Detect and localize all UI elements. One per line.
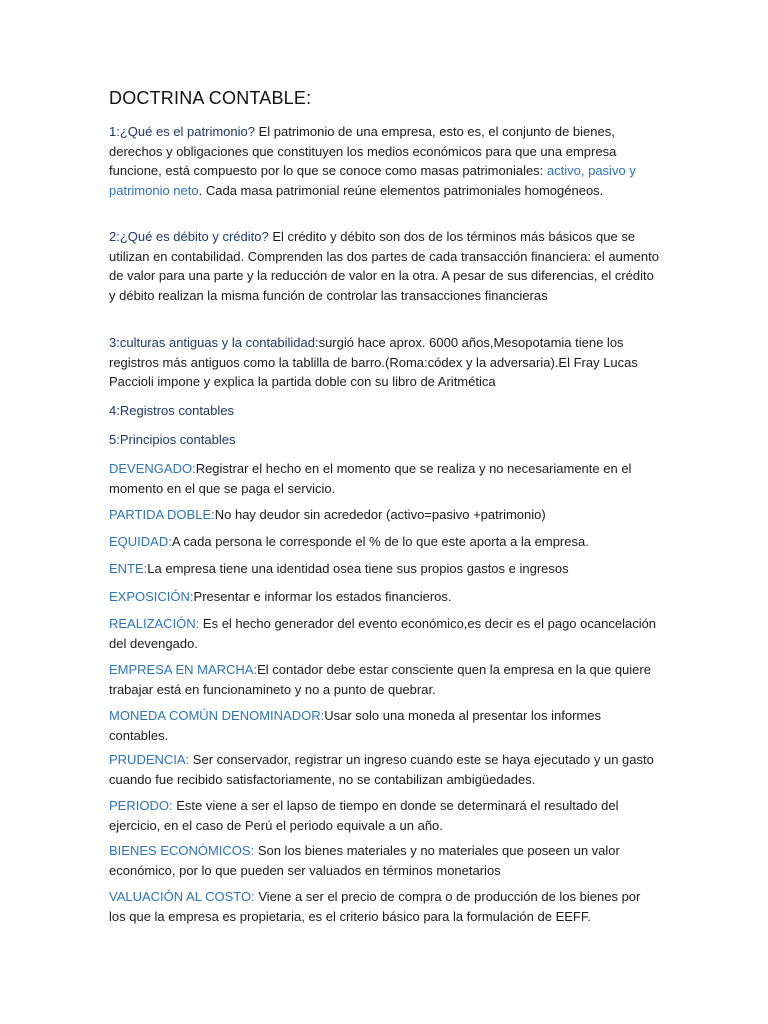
principle-text: Ser conservador, registrar un ingreso cuando este se haya ejecutado y un gasto cuando fue recibido satisfactoriamente, no se contabilizan ambigüedades. xyxy=(109,752,654,787)
principle-term: MONEDA COMÚN DENOMINADOR: xyxy=(109,708,325,723)
question-text: . Cada masa patrimonial reúne elementos patrimoniales homogéneos. xyxy=(198,182,604,198)
question-registros xyxy=(109,401,659,421)
principle-text: Viene a ser el precio de compra o de producción de los bienes por los que la empresa es propietaria, es el criterio básico para la formulación de EEFF. xyxy=(109,889,641,924)
question-label: 4:Registros contables xyxy=(109,403,235,418)
question-text: El crédito y débito son dos de los términos más básicos que se utilizan en contabilidad. Comprenden las dos partes de cada transacción financiera: el aumento de valor para una parte y la reducción de valor en la otra. A pesar de sus diferencias, el crédito y débito realizan la misma función de controlar las transacciones financieras xyxy=(109,229,659,303)
principle-valuacion-costo xyxy=(109,887,659,926)
principle-text: Usar solo una moneda al presentar los informes contables. xyxy=(109,708,601,743)
principle-text: Son los bienes materiales y no materiales que poseen un valor económico, por lo que pueden ser valuados en términos monetarios xyxy=(109,843,620,878)
principle-text: Este viene a ser el lapso de tiempo en donde se determinará el resultado del ejercicio, en el caso de Perú el periodo equivale a un año. xyxy=(109,798,619,833)
principle-prudencia xyxy=(109,750,659,789)
question-label: 3:culturas antiguas y la contabilidad xyxy=(109,335,315,350)
principle-term: BIENES ECONÓMICOS: xyxy=(109,843,255,858)
principle-realizacion xyxy=(109,614,659,653)
question-debito-credito xyxy=(109,227,659,305)
principle-equidad xyxy=(109,532,659,552)
question-text: :surgió hace aprox. 6000 años,Mesopotamia tiene los registros más antiguos como la tablilla de barro.(Roma:códex y la adversaria).El Fray Lucas Paccioli impone y explica la partida doble con su libro de Aritmética xyxy=(109,335,638,389)
question-label: 5:Principios contables xyxy=(109,432,236,447)
principle-text: La empresa tiene una identidad osea tiene sus propios gastos e ingresos xyxy=(147,561,569,576)
principle-text: Registrar el hecho en el momento que se realiza y no necesariamente en el momento en el que se paga el servicio. xyxy=(109,461,632,496)
principle-term: DEVENGADO: xyxy=(109,461,196,476)
principle-term: ENTE: xyxy=(109,561,148,576)
question-principios xyxy=(109,430,659,450)
principle-term: PRUDENCIA: xyxy=(109,752,190,767)
question-patrimonio xyxy=(109,122,659,200)
principle-term: PERIODO: xyxy=(109,798,173,813)
principle-text: Es el hecho generador del evento económico,es decir es el pago ocancelación del devengado. xyxy=(109,616,657,651)
question-text: El patrimonio de una empresa, esto es, el conjunto de bienes, derechos y obligaciones que constituyen los medios económicos para que una empresa funcione, está compuesto por lo que se conoce como masas patrimoniales: xyxy=(109,124,617,178)
principle-exposicion xyxy=(109,587,659,607)
principle-term: EMPRESA EN MARCHA: xyxy=(109,662,258,677)
highlight-text: activo, pasivo y patrimonio neto xyxy=(109,163,636,198)
question-label: 2:¿Qué es débito y crédito? xyxy=(109,229,269,244)
principle-term: EXPOSICIÓN: xyxy=(109,589,194,604)
principle-text: El contador debe estar consciente quen la empresa en la que quiere trabajar está en funcionamineto y no a punto de quebrar. xyxy=(109,662,651,697)
principle-devengado xyxy=(109,459,659,498)
principle-empresa-en-marcha xyxy=(109,660,659,699)
principle-bienes-economicos xyxy=(109,841,659,880)
principle-text: Presentar e informar los estados financieros. xyxy=(193,589,452,604)
document-title: DOCTRINA CONTABLE: xyxy=(109,88,312,108)
principle-term: REALIZACIÓN: xyxy=(109,616,200,631)
principle-periodo xyxy=(109,796,659,835)
principle-term: EQUIDAD: xyxy=(109,534,172,549)
principle-term: PARTIDA DOBLE: xyxy=(109,507,215,522)
principle-term: VALUACIÓN AL COSTO: xyxy=(109,889,255,904)
principle-ente xyxy=(109,559,659,579)
principle-partida-doble xyxy=(109,505,659,525)
question-culturas xyxy=(109,333,659,392)
question-label: 1:¿Qué es el patrimonio? xyxy=(109,124,255,139)
principle-text: A cada persona le corresponde el % de lo que este aporta a la empresa. xyxy=(171,534,589,549)
principle-text: No hay deudor sin acrededor (activo=pasivo +patrimonio) xyxy=(214,507,546,522)
principle-moneda-comun xyxy=(109,706,659,745)
